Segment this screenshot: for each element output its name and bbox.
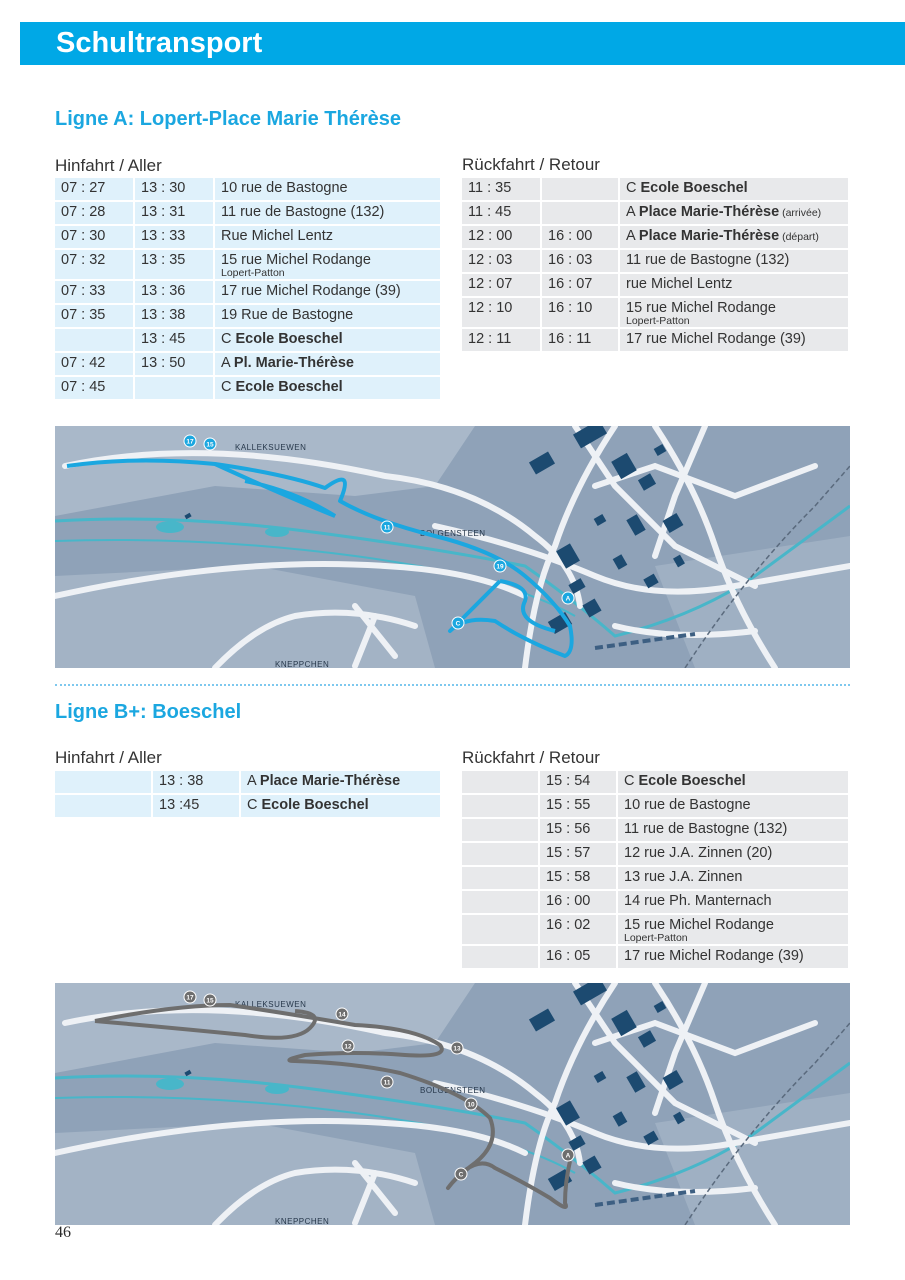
time-cell: 07 : 33 (55, 280, 134, 304)
stop-note: (départ) (779, 231, 819, 243)
line-b-title: Ligne B+: Boeschel (55, 701, 242, 723)
line-b-outbound-table (55, 771, 442, 819)
line-a-return-table (462, 178, 850, 353)
stop-cell (214, 376, 441, 400)
time-cell: 07 : 35 (55, 304, 134, 328)
map-marker-14-label: 14 (338, 1011, 346, 1019)
stop-cell (617, 842, 849, 866)
stop-cell (214, 352, 441, 376)
place-label: BOLGENSTEEN (420, 529, 486, 538)
time-cell: 16 : 03 (541, 249, 619, 273)
time-cell: 16 : 00 (539, 890, 617, 914)
table-row (462, 794, 849, 818)
section-divider (55, 684, 850, 686)
stop-subtitle: Lopert-Patton (221, 267, 285, 279)
table-row (462, 297, 849, 328)
table-row (55, 771, 441, 794)
stop-cell (617, 890, 849, 914)
time-cell: 13 : 45 (134, 328, 214, 352)
time-cell: 12 : 03 (462, 249, 541, 273)
place-label: KALLEKSUEWEN (235, 1000, 307, 1009)
pond (156, 1078, 184, 1090)
stop-name: 15 rue Michel Rodange (626, 300, 776, 316)
time-cell: 16 : 00 (541, 225, 619, 249)
map-marker-11-label: 11 (383, 524, 391, 532)
stop-cell (617, 945, 849, 969)
stop-cell (214, 178, 441, 201)
stop-name: Place Marie-Thérèse (638, 228, 780, 244)
stop-cell (619, 328, 849, 352)
map-marker-19-label: 19 (496, 563, 504, 571)
pond (265, 527, 289, 537)
place-label: KNEPPCHEN (275, 1217, 330, 1225)
table-row (462, 890, 849, 914)
time-cell: 15 : 57 (539, 842, 617, 866)
stop-cell (214, 280, 441, 304)
time-cell: 07 : 42 (55, 352, 134, 376)
line-a-title: Ligne A: Lopert-Place Marie Thérèse (55, 108, 402, 130)
time-cell: 13 : 38 (152, 771, 240, 794)
table-row (55, 304, 441, 328)
time-cell: 16 : 11 (541, 328, 619, 352)
stop-cell (214, 304, 441, 328)
stop-cell (214, 225, 441, 249)
time-cell (462, 842, 539, 866)
table-row (55, 178, 441, 201)
stop-cell (617, 794, 849, 818)
page-title: Schultransport (56, 27, 263, 59)
stop-cell (619, 273, 849, 297)
stop-letter: C (221, 379, 236, 395)
table-row (462, 178, 849, 201)
table-row (462, 945, 849, 969)
stop-name: Ecole Boeschel (235, 379, 343, 395)
stop-name: Place Marie-Thérèse (259, 773, 401, 789)
time-cell: 11 : 45 (462, 201, 541, 225)
time-cell (541, 178, 619, 201)
time-cell: 07 : 32 (55, 249, 134, 280)
table-row (462, 866, 849, 890)
time-cell (55, 771, 152, 794)
map-marker-10-label: 10 (467, 1101, 475, 1109)
place-label: BOLGENSTEEN (420, 1086, 486, 1095)
map-marker-13-label: 13 (453, 1045, 461, 1053)
stop-name: 19 Rue de Bastogne (221, 307, 354, 323)
stop-name: 15 rue Michel Rodange (221, 252, 371, 268)
time-cell: 16 : 10 (541, 297, 619, 328)
line-b-return-label: Rückfahrt / Retour (462, 748, 600, 767)
table-row (462, 842, 849, 866)
time-cell: 07 : 45 (55, 376, 134, 400)
time-cell (462, 866, 539, 890)
stop-cell (617, 866, 849, 890)
table-row (55, 376, 441, 400)
time-cell (462, 890, 539, 914)
stop-name: 11 rue de Bastogne (132) (626, 252, 790, 268)
time-cell (462, 914, 539, 945)
table-row (55, 794, 441, 818)
line-a-outbound-label: Hinfahrt / Aller (55, 156, 162, 175)
table-row (55, 201, 441, 225)
place-label: KALLEKSUEWEN (235, 443, 307, 452)
time-cell: 13 : 36 (134, 280, 214, 304)
pond (156, 521, 184, 533)
table-row (55, 249, 441, 280)
stop-letter: A (247, 773, 260, 789)
stop-name: Ecole Boeschel (640, 180, 748, 196)
stop-subtitle: Lopert-Patton (626, 315, 690, 327)
time-cell: 15 : 56 (539, 818, 617, 842)
stop-cell (240, 794, 441, 818)
stop-name: 10 rue de Bastogne (221, 180, 348, 196)
map-marker-17-label: 17 (186, 438, 194, 446)
stop-cell (214, 328, 441, 352)
stop-note: (arrivée) (779, 207, 822, 219)
time-cell: 15 : 54 (539, 771, 617, 794)
table-row (462, 328, 849, 352)
stop-cell (619, 201, 849, 225)
stop-name: Pl. Marie-Thérèse (233, 355, 354, 371)
map-marker-c-label: C (455, 620, 461, 628)
map-marker-15-label: 15 (206, 441, 214, 449)
time-cell: 07 : 27 (55, 178, 134, 201)
stop-letter: C (221, 331, 236, 347)
stop-name: 11 rue de Bastogne (132) (221, 204, 385, 220)
time-cell: 12 : 10 (462, 297, 541, 328)
stop-letter: C (624, 773, 639, 789)
time-cell: 13 : 30 (134, 178, 214, 201)
table-row (462, 225, 849, 249)
time-cell: 11 : 35 (462, 178, 541, 201)
time-cell (462, 794, 539, 818)
stop-cell (240, 771, 441, 794)
table-row (55, 328, 441, 352)
stop-cell (214, 249, 441, 280)
time-cell (462, 945, 539, 969)
stop-name: Ecole Boeschel (235, 331, 343, 347)
table-row (462, 818, 849, 842)
stop-name: 12 rue J.A. Zinnen (20) (624, 845, 773, 861)
place-label: KNEPPCHEN (275, 660, 330, 668)
time-cell: 16 : 07 (541, 273, 619, 297)
table-row (55, 225, 441, 249)
time-cell: 13 : 50 (134, 352, 214, 376)
page-banner (20, 22, 905, 65)
map-marker-a-label: A (565, 595, 571, 603)
time-cell: 12 : 00 (462, 225, 541, 249)
time-cell: 12 : 07 (462, 273, 541, 297)
stop-letter: A (626, 228, 639, 244)
stop-cell (619, 297, 849, 328)
stop-letter: C (626, 180, 641, 196)
stop-letter: A (221, 355, 234, 371)
map-marker-17-label: 17 (186, 994, 194, 1002)
stop-subtitle: Lopert-Patton (624, 932, 688, 944)
time-cell (541, 201, 619, 225)
page-number: 46 (55, 1224, 71, 1241)
line-b-outbound-label: Hinfahrt / Aller (55, 748, 162, 767)
map-marker-12-label: 12 (344, 1043, 352, 1051)
time-cell (462, 818, 539, 842)
stop-name: Rue Michel Lentz (221, 228, 334, 244)
map-marker-15-label: 15 (206, 997, 214, 1005)
stop-letter: C (247, 797, 262, 813)
stop-name: 14 rue Ph. Manternach (624, 893, 772, 909)
pond (265, 1084, 289, 1094)
line-b-return-table (462, 771, 850, 970)
time-cell (462, 771, 539, 794)
time-cell (55, 794, 152, 818)
map-marker-a-label: A (565, 1152, 571, 1160)
stop-cell (214, 201, 441, 225)
time-cell (55, 328, 134, 352)
time-cell (134, 376, 214, 400)
stop-name: 17 rue Michel Rodange (39) (221, 283, 401, 299)
stop-name: rue Michel Lentz (626, 276, 733, 292)
stop-name: 15 rue Michel Rodange (624, 917, 774, 933)
stop-cell (619, 225, 849, 249)
stop-cell (619, 178, 849, 201)
stop-cell (619, 249, 849, 273)
stop-name: 13 rue J.A. Zinnen (624, 869, 743, 885)
table-row (55, 352, 441, 376)
stop-name: 11 rue de Bastogne (132) (624, 821, 788, 837)
line-b-map (55, 983, 850, 1225)
stop-cell (617, 771, 849, 794)
time-cell: 07 : 28 (55, 201, 134, 225)
time-cell: 15 : 58 (539, 866, 617, 890)
stop-name: 17 rue Michel Rodange (39) (624, 948, 804, 964)
map-marker-c-label: C (458, 1171, 464, 1179)
time-cell: 07 : 30 (55, 225, 134, 249)
map-marker-11-label: 11 (383, 1079, 391, 1087)
table-row (55, 280, 441, 304)
time-cell: 13 : 35 (134, 249, 214, 280)
stop-name: Place Marie-Thérèse (638, 204, 780, 220)
stop-cell (617, 818, 849, 842)
time-cell: 12 : 11 (462, 328, 541, 352)
time-cell: 16 : 05 (539, 945, 617, 969)
time-cell: 13 : 33 (134, 225, 214, 249)
table-row (462, 914, 849, 945)
table-row (462, 249, 849, 273)
stop-cell (617, 914, 849, 945)
table-row (462, 273, 849, 297)
time-cell: 13 :45 (152, 794, 240, 818)
stop-name: Ecole Boeschel (638, 773, 746, 789)
time-cell: 13 : 38 (134, 304, 214, 328)
time-cell: 13 : 31 (134, 201, 214, 225)
stop-name: 17 rue Michel Rodange (39) (626, 331, 806, 347)
stop-letter: A (626, 204, 639, 220)
stop-name: 10 rue de Bastogne (624, 797, 751, 813)
line-a-return-label: Rückfahrt / Retour (462, 155, 600, 174)
line-a-outbound-table (55, 178, 442, 401)
line-a-map (55, 426, 850, 668)
table-row (462, 771, 849, 794)
time-cell: 15 : 55 (539, 794, 617, 818)
stop-name: Ecole Boeschel (261, 797, 369, 813)
time-cell: 16 : 02 (539, 914, 617, 945)
table-row (462, 201, 849, 225)
